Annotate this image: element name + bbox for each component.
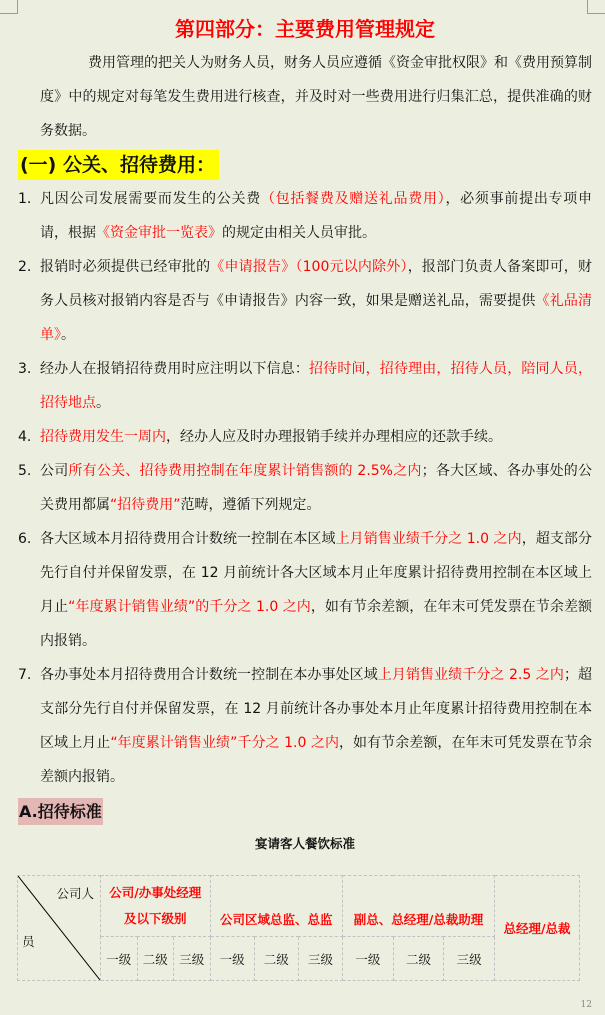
highlighted-text: （包括餐费及赠送礼品费用） — [260, 191, 446, 207]
level-cell: 二级 — [393, 937, 444, 981]
header-director: 公司区域总监、总监 — [210, 876, 343, 937]
rule-item — [18, 522, 592, 658]
rule-text: ，如有节余差额，在年末可凭发票在节余差额内报销。 — [40, 599, 593, 649]
rule-text: 凡因公司发展需要而发生的公关费 — [40, 191, 261, 207]
rule-text: ，必须事前提出专项申请，根据 — [40, 191, 593, 241]
rule-text: ；各大区域、各办事处的公关费用都属 — [40, 463, 592, 513]
highlighted-text: “年度累计销售业绩”千分之 1.0 之内 — [110, 735, 339, 751]
table-title: 宴请客人餐饮标准 — [254, 836, 355, 851]
highlighted-text: 《申请报告》（100元以内除外） — [210, 259, 408, 275]
rules-list — [18, 182, 592, 794]
level-cell: 三级 — [174, 937, 211, 981]
header-manager-line1: 公司/办事处经理 — [109, 885, 202, 900]
highlighted-text: 所有公关、招待费用控制在年度累计销售额的 2.5%之内 — [68, 463, 422, 479]
rule-number: 7. — [18, 667, 32, 683]
intro-paragraph: 费用管理的把关人为财务人员，财务人员应遵循《资金审批权限》和《费用预算制度》中的规定对每笔发生费用进行核查，并及时对一些费用进行归集汇总，提供准确的财务数据。 — [40, 55, 592, 139]
rule-item — [18, 182, 592, 250]
level-cell: 三级 — [298, 937, 342, 981]
table-corner-cell — [18, 876, 101, 981]
rule-item — [18, 250, 592, 352]
rule-number: 2. — [18, 259, 32, 275]
rule-text: 。 — [61, 327, 75, 343]
rule-text: ，如有节余差额，在年末可凭发票在节余差额内报销。 — [40, 735, 593, 785]
level-cell: 三级 — [444, 937, 495, 981]
rule-item — [18, 420, 592, 454]
highlighted-text: 《资金审批一览表》 — [96, 225, 222, 241]
subsection-heading: A.招待标准 — [18, 798, 103, 825]
highlighted-text: 上月销售业绩千分之 1.0 之内 — [335, 531, 522, 547]
header-manager — [101, 876, 211, 937]
rule-number: 4. — [18, 429, 32, 445]
rule-text: ，经办人应及时办理报销手续并办理相应的还款手续。 — [166, 429, 502, 445]
level-cell: 一级 — [101, 937, 138, 981]
rule-text: ；超支部分先行自付并保留发票，在 12 月前统计各办事处本月止年度累计招待费用控制在本区域上月止 — [40, 667, 593, 751]
section-heading: (一) 公关、招待费用： — [18, 150, 219, 180]
highlighted-text: “年度累计销售业绩”的千分之 1.0 之内 — [68, 599, 311, 615]
page-number: 12 — [580, 1000, 592, 1010]
rule-text: 。 — [96, 395, 110, 411]
level-cell: 一级 — [343, 937, 394, 981]
level-cell: 一级 — [210, 937, 254, 981]
highlighted-text: 《礼品清单》 — [40, 293, 593, 343]
rule-text: 报销时必须提供已经审批的 — [40, 259, 211, 275]
rule-text: 范畴，遵循下列规定。 — [180, 497, 321, 513]
corner-label-top: 公司人 — [56, 886, 94, 901]
rule-text: 各办事处本月招待费用合计数统一控制在本办事处区域 — [40, 667, 378, 683]
highlighted-text: 上月销售业绩千分之 2.5 之内 — [377, 667, 564, 683]
rule-item — [18, 454, 592, 522]
dining-standard-table — [17, 875, 580, 981]
level-cell: 二级 — [254, 937, 298, 981]
rule-number: 3. — [18, 361, 32, 377]
page-title: 第四部分：主要费用管理规定 — [175, 17, 435, 41]
highlighted-text: 招待费用发生一周内 — [40, 429, 166, 445]
header-ceo: 总经理/总裁 — [495, 876, 580, 981]
rule-text: 各大区域本月招待费用合计数统一控制在本区域 — [40, 531, 336, 547]
rule-number: 6. — [18, 531, 32, 547]
header-manager-line2: 及以下级别 — [123, 911, 187, 926]
highlighted-text: “招待费用” — [110, 497, 181, 513]
corner-label-bottom: 员 — [22, 934, 35, 949]
rule-text: ，超支部分先行自付并保留发票，在 12 月前统计各大区域本月止年度累计招待费用控制在本区域上月止 — [40, 531, 593, 615]
rule-text: 经办人在报销招待费用时应注明以下信息： — [40, 361, 309, 377]
rule-number: 5. — [18, 463, 32, 479]
rule-item — [18, 658, 592, 794]
level-cell: 二级 — [137, 937, 174, 981]
rule-text: 公司 — [40, 463, 69, 479]
rule-item — [18, 352, 592, 420]
rule-text: ，报部门负责人备案即可，财务人员核对报销内容是否与《申请报告》内容一致，如果是赠送礼品，需要提供 — [40, 259, 592, 309]
rule-number: 1. — [18, 191, 32, 207]
rule-text: 的规定由相关人员审批。 — [222, 225, 376, 241]
header-vp: 副总、总经理/总裁助理 — [343, 876, 495, 937]
highlighted-text: 招待时间，招待理由，招待人员，陪同人员，招待地点 — [40, 361, 592, 411]
